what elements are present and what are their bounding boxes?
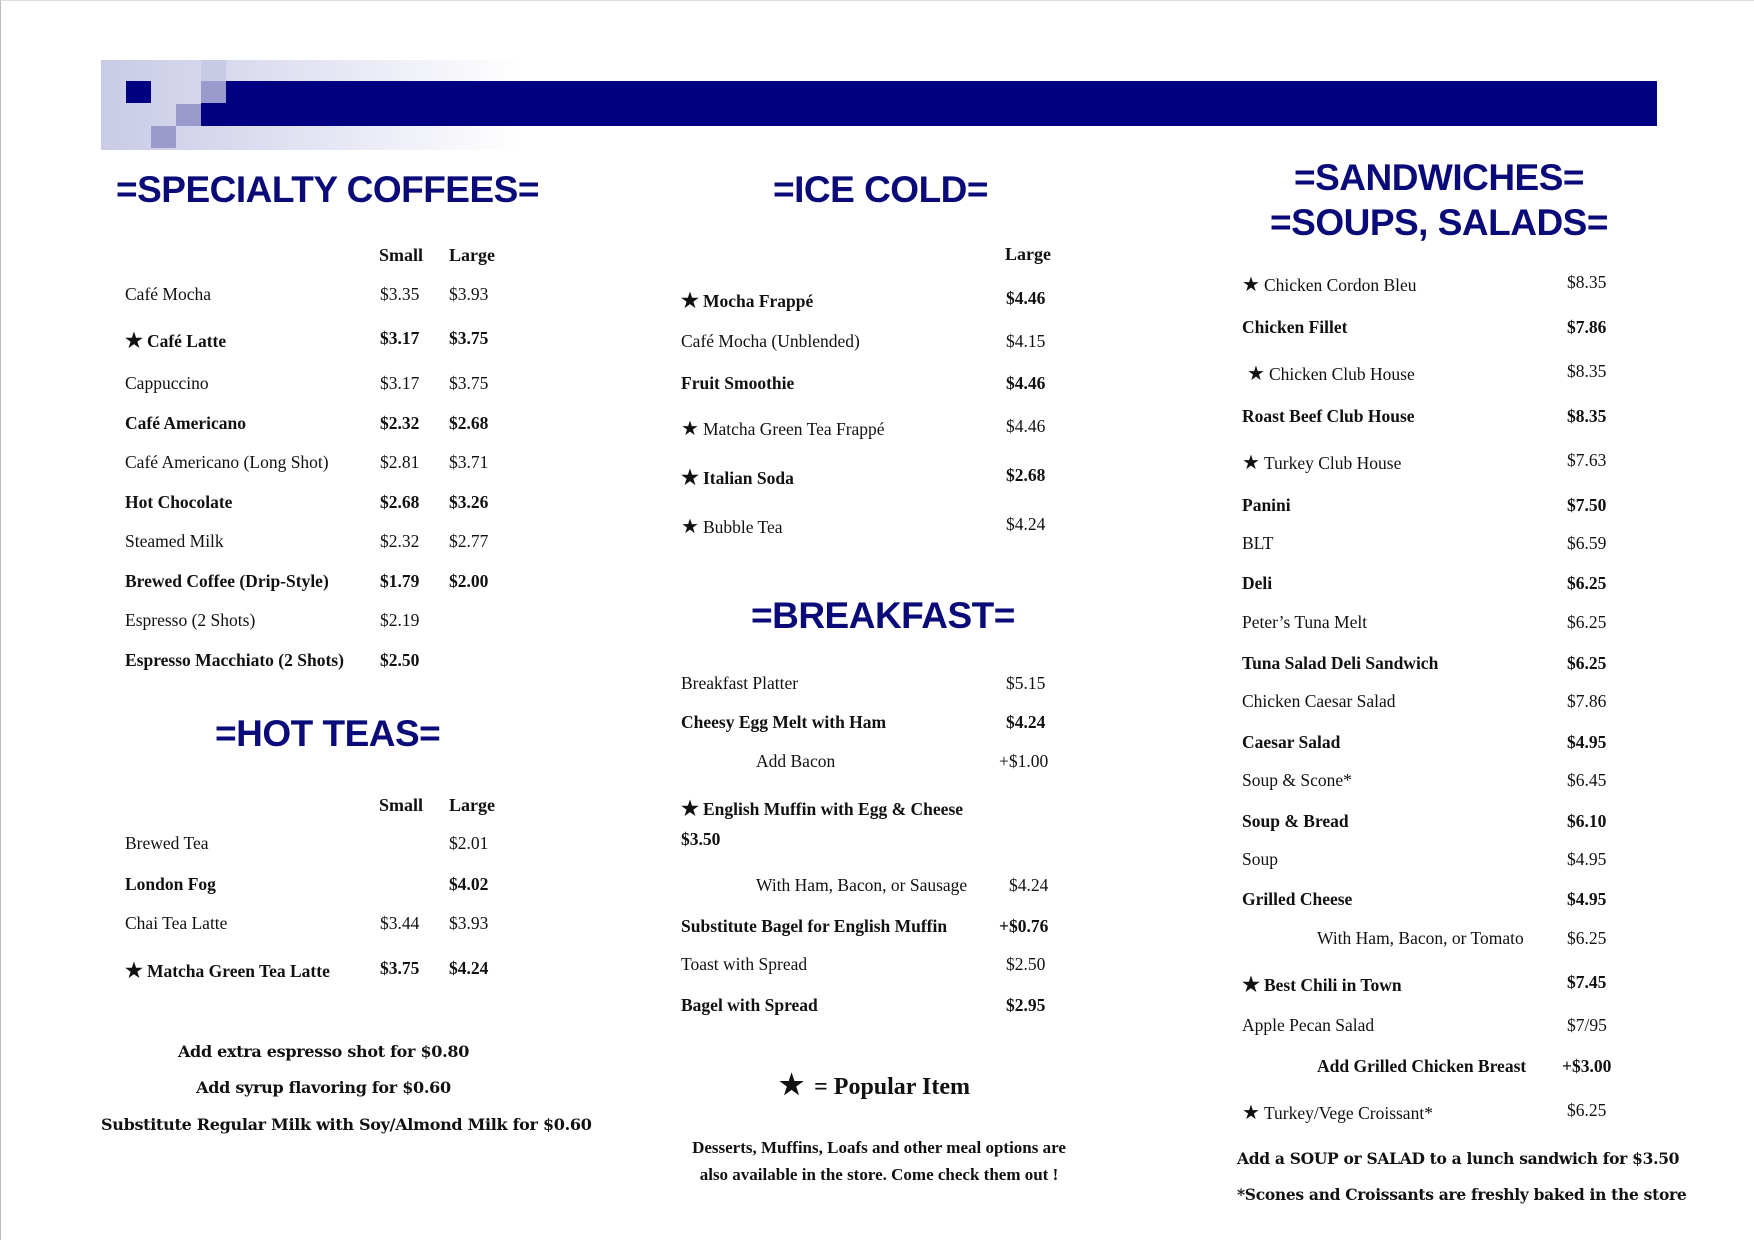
menu-item-price: $4.24 <box>1006 712 1046 732</box>
menu-item-price: $4.95 <box>1567 732 1607 752</box>
menu-item-price: $5.15 <box>1006 673 1046 693</box>
menu-item-price: $2.81 <box>380 452 420 472</box>
menu-item-label: Italian Soda <box>702 468 794 488</box>
menu-item-name <box>125 531 224 552</box>
menu-item-price: $2.68 <box>449 413 489 433</box>
menu-item-name <box>756 751 835 772</box>
menu-item-label: Bagel with Spread <box>681 995 818 1015</box>
menu-item-price: $6.25 <box>1567 1100 1607 1120</box>
menu-item-name <box>681 331 860 352</box>
menu-item-name <box>1242 770 1352 791</box>
coffee-note: Substitute Regular Milk with Soy/Almond Milk for $0.60 <box>101 1115 592 1134</box>
menu-item-name <box>1242 495 1291 516</box>
menu-item-label: Peter’s Tuna Melt <box>1242 612 1368 632</box>
menu-item-name <box>681 916 947 937</box>
menu-item-name <box>1242 573 1272 594</box>
menu-item-price: $4.24 <box>449 958 489 978</box>
sandwiches-heading <box>1239 155 1639 245</box>
menu-item-label: London Fog <box>125 874 216 894</box>
menu-item-price: $6.59 <box>1567 533 1607 553</box>
menu-item-name <box>1242 889 1352 910</box>
popular-item-legend <box>779 1068 970 1102</box>
heading-line: =SANDWICHES= <box>1293 157 1585 198</box>
menu-item-label: Deli <box>1242 573 1273 593</box>
banner-square <box>151 126 176 148</box>
menu-item-label: Café Mocha (Unblended) <box>681 331 860 351</box>
menu-item-label: Turkey/Vege Croissant* <box>1263 1103 1433 1123</box>
menu-item-price: +$1.00 <box>999 751 1049 771</box>
menu-item-price: $4.24 <box>1009 875 1049 895</box>
menu-item-price: $3.93 <box>449 284 489 304</box>
menu-item-label: Add Bacon <box>756 751 836 771</box>
star-icon: ★ <box>681 516 699 538</box>
menu-item-price: $4.95 <box>1567 849 1607 869</box>
menu-item-price: $3.35 <box>380 284 420 304</box>
promo-line: Desserts, Muffins, Loafs and other meal options are <box>692 1138 1066 1157</box>
menu-item-price: $4.24 <box>1006 514 1046 534</box>
menu-item-price: $3.75 <box>449 328 489 348</box>
menu-item-name <box>125 373 209 394</box>
menu-item-label: Roast Beef Club House <box>1242 406 1415 426</box>
menu-item-name <box>125 284 211 305</box>
menu-item-label: Chai Tea Latte <box>125 913 228 933</box>
menu-item-name <box>681 416 885 441</box>
menu-item-price: $7.86 <box>1567 691 1607 711</box>
menu-item-label: Chicken Club House <box>1268 364 1415 384</box>
menu-item-label: BLT <box>1242 533 1274 553</box>
menu-item-name <box>681 995 818 1016</box>
breakfast-heading: =BREAKFAST= <box>751 595 1015 636</box>
menu-item-label: Matcha Green Tea Latte <box>146 961 330 981</box>
menu-item-price: $4.46 <box>1006 373 1046 393</box>
menu-item-price: $2.19 <box>380 610 420 630</box>
menu-item-price: $3.44 <box>380 913 420 933</box>
menu-item-name <box>125 913 227 934</box>
menu-item-label: Matcha Green Tea Frappé <box>702 419 885 439</box>
star-icon: ★ <box>1242 452 1260 474</box>
menu-item-price: $1.79 <box>380 571 420 591</box>
menu-item-label: Toast with Spread <box>681 954 808 974</box>
menu-item-price: $2.68 <box>380 492 420 512</box>
menu-item-name <box>681 712 886 733</box>
menu-item-label: Bubble Tea <box>702 517 783 537</box>
menu-item-name <box>125 328 226 353</box>
menu-item-label: Mocha Frappé <box>702 291 814 311</box>
menu-item-name <box>1242 450 1401 475</box>
legend-text: = Popular Item <box>814 1074 971 1100</box>
menu-item-name <box>125 571 329 592</box>
menu-item-name <box>125 413 246 434</box>
heading-line: =SOUPS, SALADS= <box>1270 202 1608 243</box>
column-header-small: Small <box>379 245 424 265</box>
menu-item-name <box>681 465 794 490</box>
menu-item-price: $6.25 <box>1567 653 1607 673</box>
menu-item-price: $2.68 <box>1006 465 1046 485</box>
menu-item-label: Café Mocha <box>125 284 212 304</box>
menu-item-price: $3.50 <box>681 829 721 849</box>
header-banner <box>101 60 1657 150</box>
menu-item-price: $2.32 <box>380 531 420 551</box>
star-icon: ★ <box>779 1070 805 1101</box>
menu-item-label: Espresso Macchiato (2 Shots) <box>125 650 344 670</box>
menu-item-label: Soup & Scone* <box>1242 770 1352 790</box>
menu-item-label: Brewed Coffee (Drip-Style) <box>125 571 329 591</box>
menu-item-price: $6.25 <box>1567 573 1607 593</box>
menu-item-name <box>125 452 329 473</box>
menu-item-label: Soup <box>1242 849 1278 869</box>
menu-item-label: Add Grilled Chicken Breast <box>1317 1056 1527 1076</box>
menu-item-price: $4.95 <box>1567 889 1607 909</box>
menu-item-price: +$0.76 <box>999 916 1049 936</box>
menu-item-price: $3.93 <box>449 913 489 933</box>
menu-item-label: Turkey Club House <box>1263 453 1402 473</box>
star-icon: ★ <box>681 290 699 312</box>
menu-item-price: $4.15 <box>1006 331 1046 351</box>
menu-item-label: Brewed Tea <box>125 833 209 853</box>
star-icon: ★ <box>1242 974 1260 996</box>
menu-item-price: $8.35 <box>1567 361 1607 381</box>
menu-item-price: $3.26 <box>449 492 489 512</box>
star-icon: ★ <box>125 330 143 352</box>
banner-bar <box>201 81 1657 126</box>
menu-item-label: Grilled Cheese <box>1242 889 1353 909</box>
hot-teas-heading: =HOT TEAS= <box>215 713 441 754</box>
menu-item-price: $4.46 <box>1006 288 1046 308</box>
menu-item-name <box>681 288 813 313</box>
menu-item-label: Chicken Fillet <box>1242 317 1348 337</box>
menu-item-price: $3.17 <box>380 328 420 348</box>
menu-item-price: $8.35 <box>1567 272 1607 292</box>
menu-item-name <box>1242 1100 1433 1125</box>
menu-item-label: Breakfast Platter <box>681 673 799 693</box>
menu-item-price: $2.00 <box>449 571 489 591</box>
star-icon: ★ <box>1247 363 1265 385</box>
banner-square <box>176 104 201 126</box>
star-icon: ★ <box>1242 1102 1260 1124</box>
star-icon: ★ <box>1242 274 1260 296</box>
column-header-large: Large <box>449 795 495 815</box>
promo-line: also available in the store. Come check them out ! <box>699 1165 1059 1184</box>
menu-item-price: $7.86 <box>1567 317 1607 337</box>
menu-item-label: Substitute Bagel for English Muffin <box>681 916 948 936</box>
menu-item-label: Best Chili in Town <box>1263 975 1402 995</box>
menu-item-price: $2.50 <box>1006 954 1046 974</box>
menu-item-label: Steamed Milk <box>125 531 224 551</box>
menu-item-name <box>1242 653 1438 674</box>
menu-item-label: With Ham, Bacon, or Tomato <box>1317 928 1524 948</box>
menu-item-name <box>1242 612 1367 633</box>
menu-item-price: $2.95 <box>1006 995 1046 1015</box>
menu-item-label: Hot Chocolate <box>125 492 233 512</box>
menu-item-price: $8.35 <box>1567 406 1607 426</box>
menu-item-label: Espresso (2 Shots) <box>125 610 256 630</box>
menu-item-price: $2.32 <box>380 413 420 433</box>
menu-item-label: Chicken Caesar Salad <box>1242 691 1396 711</box>
menu-item-price: $7.50 <box>1567 495 1607 515</box>
menu-item-name <box>1242 1015 1374 1036</box>
menu-item-label: English Muffin with Egg & Cheese <box>702 799 964 819</box>
menu-item-price: $6.10 <box>1567 811 1607 831</box>
menu-item-price: $2.01 <box>449 833 489 853</box>
menu-item-price: $7.63 <box>1567 450 1607 470</box>
menu-item-price: $2.50 <box>380 650 420 670</box>
menu-item-name <box>1242 272 1417 297</box>
menu-item-label: Apple Pecan Salad <box>1242 1015 1375 1035</box>
menu-item-name <box>1242 406 1415 427</box>
menu-item-name <box>125 492 232 513</box>
menu-item-name <box>1242 849 1278 870</box>
menu-item-name <box>125 874 216 895</box>
menu-item-name <box>681 954 807 975</box>
menu-item-name <box>1317 928 1524 949</box>
star-icon: ★ <box>681 467 699 489</box>
menu-item-name <box>1242 533 1273 554</box>
menu-item-name <box>1242 691 1396 712</box>
menu-item-price: $7.45 <box>1567 972 1607 992</box>
menu-item-price: $2.77 <box>449 531 489 551</box>
menu-item-name <box>1247 361 1415 386</box>
ice-cold-heading: =ICE COLD= <box>773 169 988 210</box>
menu-item-label: Tuna Salad Deli Sandwich <box>1242 653 1439 673</box>
star-icon: ★ <box>681 798 699 820</box>
menu-item-name <box>681 796 963 821</box>
specialty-coffees-heading: =SPECIALTY COFFEES= <box>116 169 539 210</box>
menu-item-name <box>125 650 344 671</box>
banner-square <box>201 81 226 103</box>
column-header-large: Large <box>449 245 495 265</box>
menu-item-name <box>681 514 783 539</box>
coffee-note: Add extra espresso shot for $0.80 <box>177 1042 470 1061</box>
menu-item-label: Café Latte <box>146 331 227 351</box>
menu-item-name <box>1242 317 1347 338</box>
menu-item-label: Chicken Cordon Bleu <box>1263 275 1417 295</box>
menu-item-price: $4.46 <box>1006 416 1046 436</box>
menu-item-name <box>125 958 330 983</box>
menu-item-label: Cappuccino <box>125 373 209 393</box>
menu-item-name <box>125 610 255 631</box>
menu-item-price: $3.75 <box>449 373 489 393</box>
sandwich-note: Add a SOUP or SALAD to a lunch sandwich for $3.50 <box>1237 1149 1680 1168</box>
menu-item-label: Soup & Bread <box>1242 811 1349 831</box>
menu-item-label: Caesar Salad <box>1242 732 1341 752</box>
sandwich-note: *Scones and Croissants are freshly baked in the store <box>1237 1185 1687 1204</box>
menu-item-price: +$3.00 <box>1562 1056 1612 1076</box>
column-header-small: Small <box>379 795 424 815</box>
column-header-large: Large <box>1005 244 1051 264</box>
menu-item-price: $6.25 <box>1567 612 1607 632</box>
menu-item-name <box>1317 1056 1526 1077</box>
star-icon: ★ <box>681 418 699 440</box>
menu-item-name <box>1242 811 1349 832</box>
menu-item-price: $6.45 <box>1567 770 1607 790</box>
star-icon: ★ <box>125 960 143 982</box>
menu-item-name <box>125 833 208 854</box>
menu-item-label: Cheesy Egg Melt with Ham <box>681 712 887 732</box>
menu-item-price: $7/95 <box>1567 1015 1607 1035</box>
menu-item-name <box>1242 972 1402 997</box>
menu-item-label: With Ham, Bacon, or Sausage <box>756 875 968 895</box>
menu-item-price: $3.17 <box>380 373 420 393</box>
menu-item-label: Fruit Smoothie <box>681 373 795 393</box>
menu-item-price: $3.71 <box>449 452 489 472</box>
menu-item-name <box>756 875 967 896</box>
menu-item-price: $4.02 <box>449 874 489 894</box>
menu-item-label: Café Americano (Long Shot) <box>125 452 329 472</box>
menu-item-price: $6.25 <box>1567 928 1607 948</box>
banner-square <box>201 60 226 81</box>
menu-item-name <box>1242 732 1340 753</box>
banner-square <box>126 81 151 103</box>
menu-item-name <box>681 373 794 394</box>
menu-item-name <box>681 673 798 694</box>
store-promo <box>651 1134 1107 1188</box>
menu-item-label: Café Americano <box>125 413 247 433</box>
menu-item-label: Panini <box>1242 495 1291 515</box>
coffee-note: Add syrup flavoring for $0.60 <box>196 1078 451 1097</box>
menu-item-price: $3.75 <box>380 958 420 978</box>
